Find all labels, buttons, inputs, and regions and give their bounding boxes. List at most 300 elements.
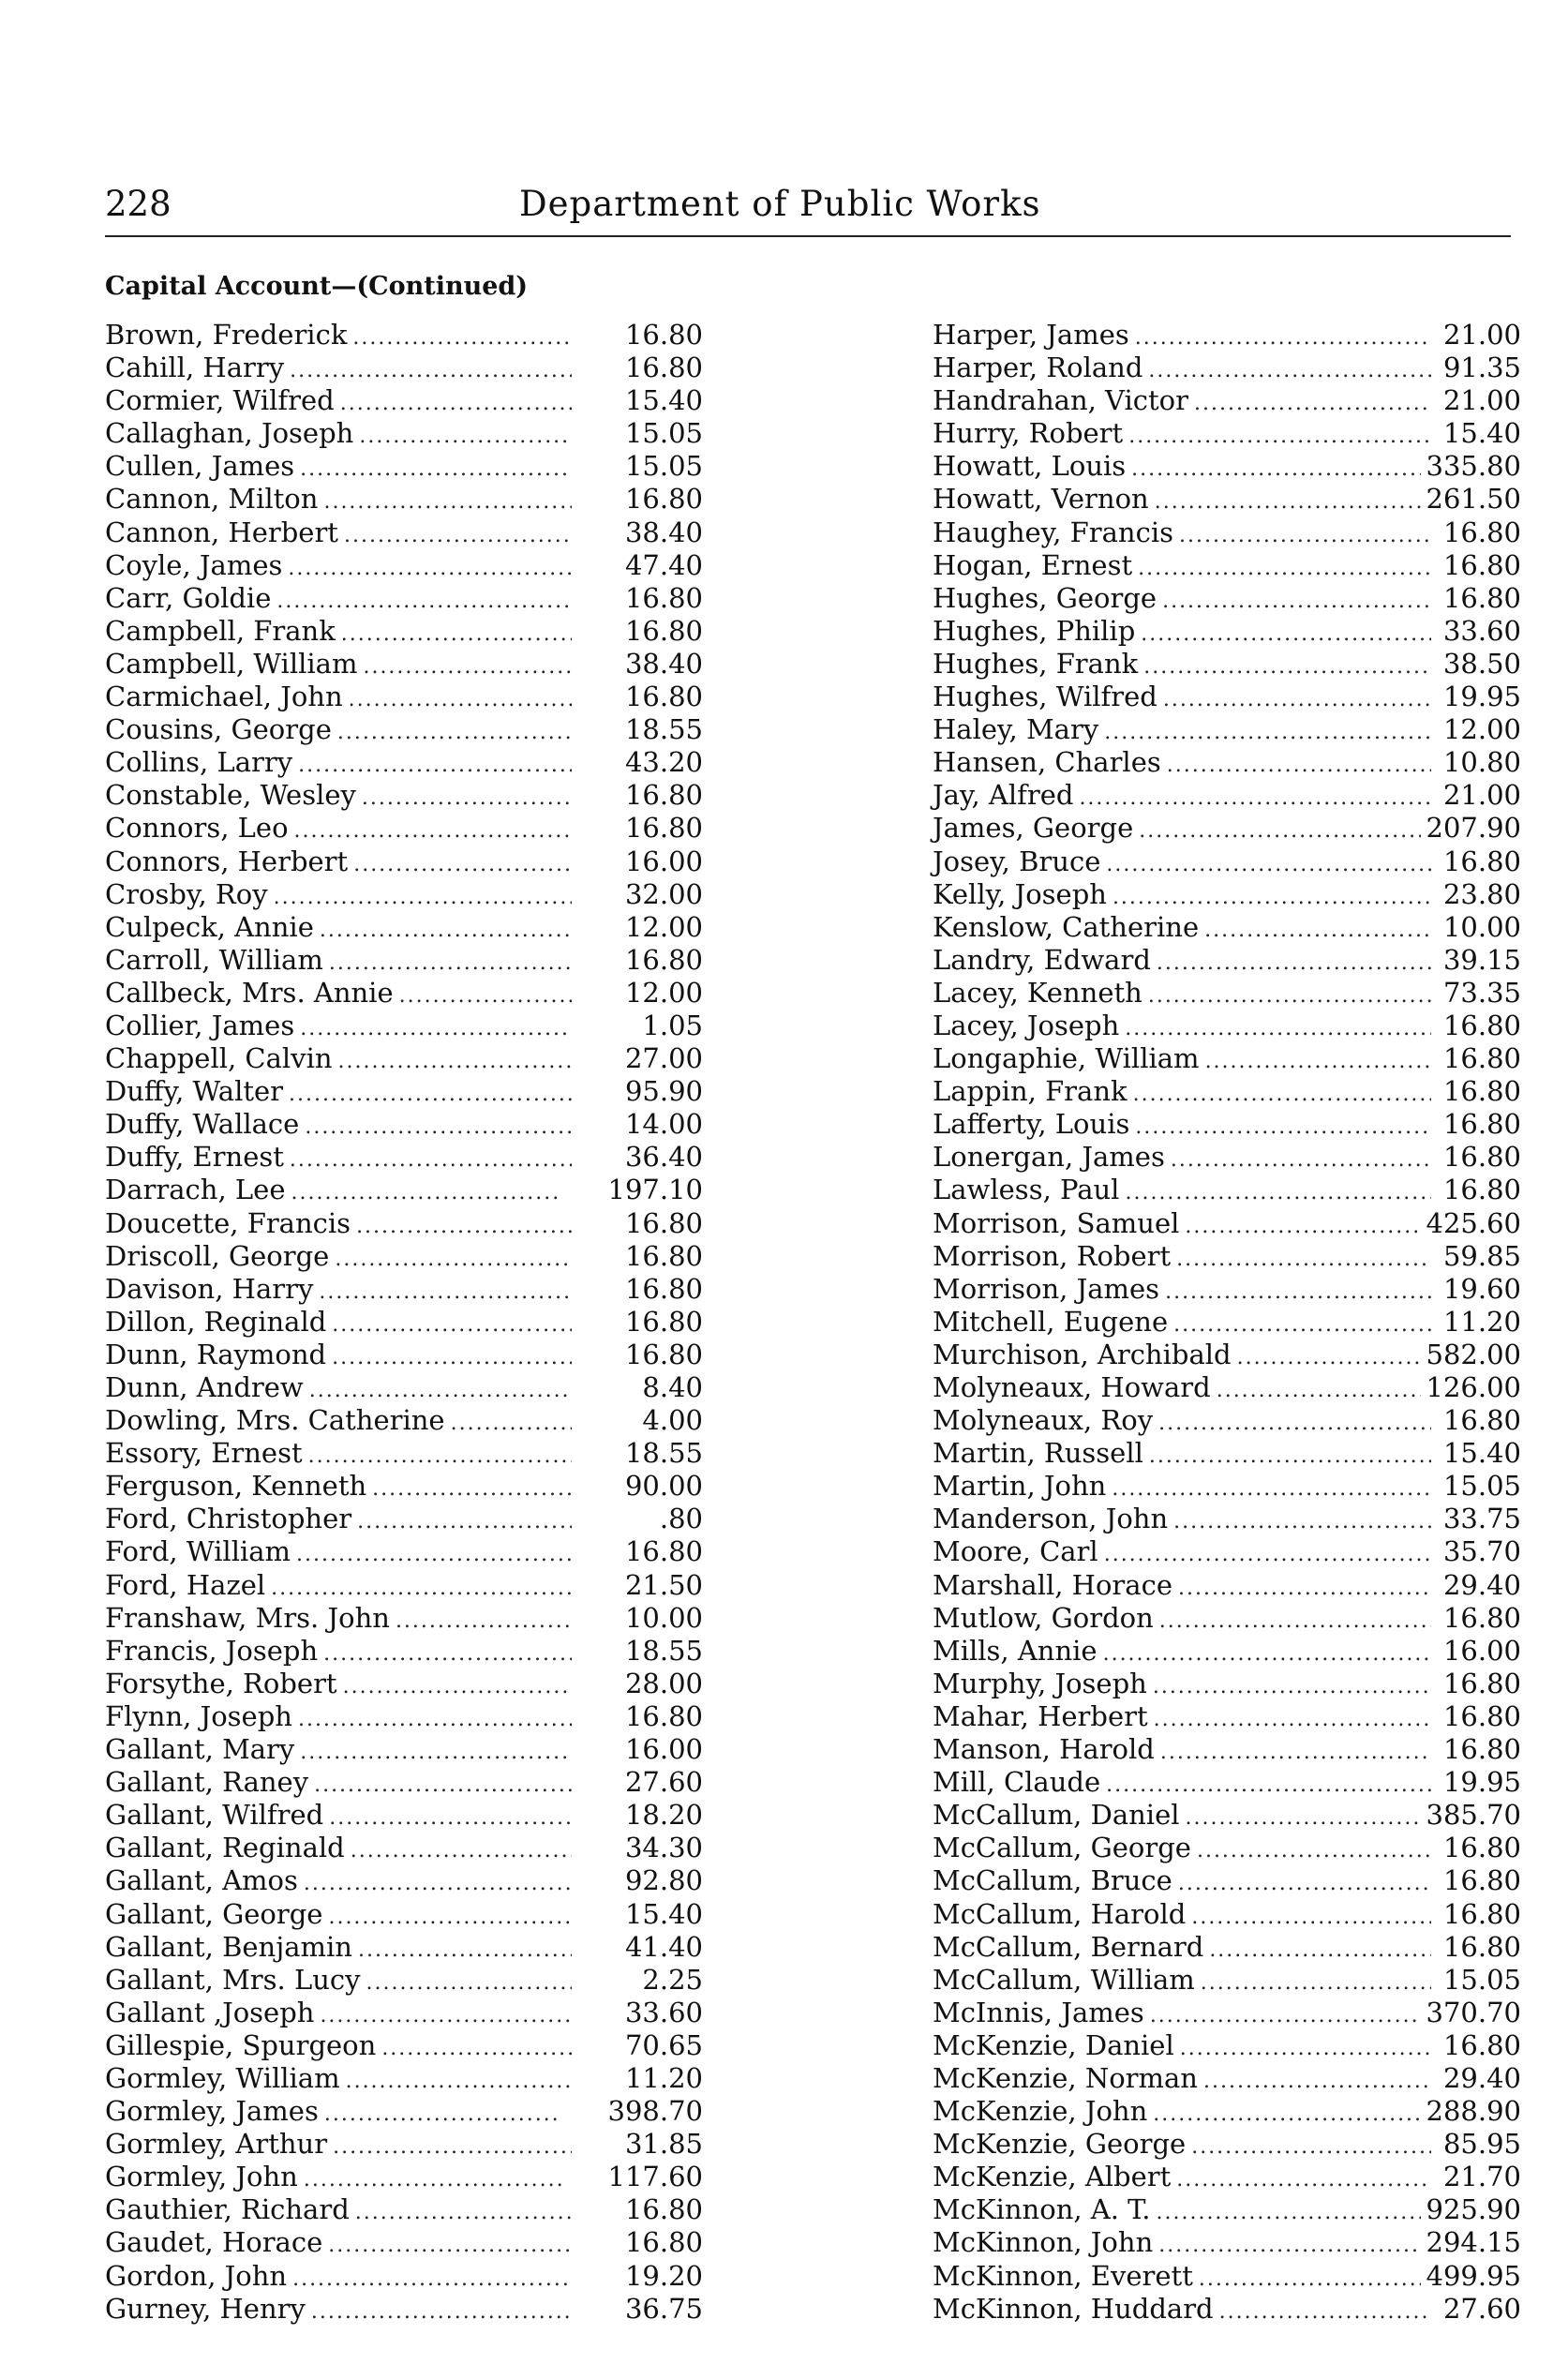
list-item <box>933 1602 1521 1635</box>
entry-name: Lawless, Paul <box>933 1174 1120 1206</box>
dot-leader <box>1158 1407 1431 1440</box>
dot-leader <box>290 1144 572 1176</box>
entry-name: Duffy, Walter <box>105 1075 284 1108</box>
entry-amount: 16.80 <box>1442 1897 1521 1930</box>
dot-leader <box>363 651 572 683</box>
entry-amount: 16.80 <box>1442 1864 1521 1897</box>
entry-amount: 4.00 <box>642 1404 703 1437</box>
list-item <box>105 582 703 615</box>
entry-amount: 16.80 <box>624 483 703 516</box>
entry-amount: 59.85 <box>1442 1239 1521 1272</box>
list-item <box>933 1569 1521 1602</box>
list-item <box>933 483 1521 516</box>
dot-leader <box>1167 749 1431 782</box>
section-heading: Capital Account—(Continued) <box>105 272 529 301</box>
entry-amount: 16.80 <box>1442 1174 1521 1206</box>
entry-amount: 16.80 <box>1442 1141 1521 1174</box>
entry-name: Ford, William <box>105 1535 291 1568</box>
list-item <box>105 1240 703 1273</box>
dot-leader <box>288 552 572 585</box>
dot-leader <box>349 683 572 716</box>
list-item <box>105 779 703 812</box>
dot-leader <box>1112 1473 1431 1505</box>
entry-name: Collins, Larry <box>105 746 293 779</box>
entry-name: Marshall, Horace <box>933 1568 1172 1601</box>
entry-name: Handrahan, Victor <box>933 384 1188 417</box>
list-item <box>105 352 703 384</box>
dot-leader <box>1104 716 1431 749</box>
list-item <box>933 450 1521 483</box>
dot-leader <box>328 2229 572 2262</box>
entry-name: Collier, James <box>105 1009 295 1041</box>
entry-amount: 16.80 <box>624 614 703 647</box>
entry-amount: 21.50 <box>624 1568 703 1601</box>
list-item <box>105 384 703 417</box>
list-item <box>105 483 703 516</box>
list-item <box>933 2095 1521 2128</box>
entry-amount: 12.00 <box>624 976 703 1009</box>
entry-name: McKenzie, George <box>933 2128 1187 2161</box>
entry-name: Harper, James <box>933 319 1129 351</box>
entry-amount: 10.00 <box>1442 910 1521 943</box>
entry-name: Campbell, Frank <box>105 614 336 647</box>
entry-name: Gallant, Reginald <box>105 1832 345 1864</box>
list-item <box>105 1733 703 1766</box>
entry-amount: 73.35 <box>1442 976 1521 1009</box>
entry-name: McKinnon, Huddard <box>933 2292 1214 2325</box>
list-item <box>105 648 703 681</box>
dot-leader <box>1194 387 1431 420</box>
entry-amount: 16.80 <box>624 2226 703 2259</box>
entry-amount: 398.70 <box>607 2095 703 2128</box>
entry-amount: 19.95 <box>1442 681 1521 713</box>
list-item <box>105 1273 703 1306</box>
entry-name: Gormley, Arthur <box>105 2128 328 2161</box>
entry-name: Carmichael, John <box>105 681 343 713</box>
list-item <box>933 1042 1521 1075</box>
entry-amount: 38.50 <box>1442 647 1521 680</box>
entry-amount: 16.80 <box>624 581 703 614</box>
dot-leader <box>300 1736 572 1769</box>
dot-leader <box>346 2065 572 2098</box>
list-item <box>105 681 703 713</box>
entry-name: Moore, Carl <box>933 1535 1098 1568</box>
dot-leader <box>274 881 572 914</box>
list-item <box>933 746 1521 779</box>
entry-name: Lonergan, James <box>933 1141 1165 1174</box>
list-item <box>933 2226 1521 2259</box>
dot-leader <box>1173 1309 1431 1341</box>
entry-amount: 34.30 <box>624 1832 703 1864</box>
entry-amount: 32.00 <box>624 877 703 910</box>
entry-name: Davison, Harry <box>105 1272 314 1305</box>
page-title: Department of Public Works <box>519 184 1041 224</box>
list-item <box>105 845 703 878</box>
entry-amount: 16.00 <box>624 1733 703 1766</box>
entry-amount: 16.80 <box>1442 845 1521 877</box>
dot-leader <box>351 1834 572 1867</box>
list-item <box>105 2226 703 2259</box>
entry-amount: 92.80 <box>624 1864 703 1897</box>
entry-name: Hughes, Frank <box>933 647 1139 680</box>
list-item <box>933 1339 1521 1371</box>
dot-leader <box>1159 1605 1431 1638</box>
list-item <box>933 1864 1521 1897</box>
list-item <box>933 319 1521 352</box>
entry-amount: 16.80 <box>1442 548 1521 581</box>
dot-leader <box>323 1638 572 1670</box>
list-item <box>933 1240 1521 1273</box>
header-rule <box>105 235 1511 237</box>
entry-name: Coyle, James <box>105 548 283 581</box>
dot-leader <box>1178 1867 1431 1900</box>
entry-amount: 15.40 <box>624 1897 703 1930</box>
dot-leader <box>451 1407 572 1440</box>
entry-name: Ferguson, Kenneth <box>105 1470 367 1503</box>
entry-amount: 29.40 <box>1442 1568 1521 1601</box>
list-item <box>105 1207 703 1240</box>
entry-name: Gallant, Wilfred <box>105 1799 324 1832</box>
entry-name: Mills, Annie <box>933 1634 1098 1667</box>
entry-name: Darrach, Lee <box>105 1174 286 1206</box>
entry-name: Ford, Hazel <box>105 1568 266 1601</box>
dot-leader <box>1113 881 1431 914</box>
list-item <box>105 1108 703 1141</box>
dot-leader <box>353 848 572 881</box>
right-column <box>933 319 1521 2326</box>
entry-name: Hurry, Robert <box>933 417 1124 450</box>
entry-amount: 16.80 <box>1442 1832 1521 1864</box>
entry-name: Hughes, George <box>933 581 1157 614</box>
entry-name: Chappell, Calvin <box>105 1042 333 1075</box>
entry-name: Josey, Bruce <box>933 845 1101 877</box>
entry-name: Gormley, James <box>105 2095 319 2128</box>
list-item <box>105 1437 703 1470</box>
entry-name: Connors, Herbert <box>105 845 349 877</box>
dot-leader <box>343 1670 572 1703</box>
list-item <box>933 1075 1521 1108</box>
entry-name: Morrison, Robert <box>933 1239 1172 1272</box>
entry-amount: 19.20 <box>624 2259 703 2292</box>
entry-amount: 14.00 <box>624 1108 703 1141</box>
list-item <box>933 1503 1521 1535</box>
dot-leader <box>1104 1538 1431 1571</box>
list-item <box>105 319 703 352</box>
entry-name: Manderson, John <box>933 1503 1169 1535</box>
entry-amount: 15.40 <box>1442 417 1521 450</box>
list-item <box>105 1964 703 1997</box>
entry-amount: .80 <box>659 1503 703 1535</box>
list-item <box>933 2293 1521 2326</box>
dot-leader <box>1153 2098 1420 2131</box>
dot-leader <box>344 519 572 552</box>
list-item <box>105 1503 703 1535</box>
entry-name: Gaudet, Horace <box>105 2226 323 2259</box>
entry-amount: 294.15 <box>1426 2226 1521 2259</box>
list-item <box>105 1075 703 1108</box>
entry-amount: 12.00 <box>624 910 703 943</box>
entry-name: Mitchell, Eugene <box>933 1305 1169 1338</box>
entry-amount: 16.80 <box>624 1699 703 1732</box>
entry-amount: 27.60 <box>624 1766 703 1799</box>
list-item <box>105 911 703 944</box>
list-item <box>105 1404 703 1437</box>
entry-name: McKenzie, Albert <box>933 2161 1172 2193</box>
list-item <box>105 1898 703 1931</box>
dot-leader <box>1149 1440 1431 1473</box>
entry-name: McCallum, Bruce <box>933 1864 1172 1897</box>
list-item <box>933 681 1521 713</box>
list-item <box>933 384 1521 417</box>
entry-name: McKinnon, A. T. <box>933 2193 1151 2226</box>
list-item <box>105 1141 703 1174</box>
entry-amount: 18.55 <box>624 1634 703 1667</box>
list-item <box>933 1404 1521 1437</box>
dot-leader <box>399 980 572 1012</box>
list-item <box>105 1997 703 2029</box>
dot-leader <box>355 2196 572 2229</box>
entry-name: Campbell, William <box>105 647 358 680</box>
entry-amount: 31.85 <box>624 2128 703 2161</box>
dot-leader <box>1150 1999 1421 2032</box>
entry-amount: 47.40 <box>624 548 703 581</box>
dot-leader <box>1139 815 1420 847</box>
entry-name: Essory, Ernest <box>105 1437 303 1470</box>
entry-name: Lacey, Kenneth <box>933 976 1142 1009</box>
entry-name: Gauthier, Richard <box>105 2193 350 2226</box>
entry-name: Murchison, Archibald <box>933 1338 1232 1370</box>
entry-amount: 16.80 <box>624 1338 703 1370</box>
list-item <box>933 648 1521 681</box>
entry-amount: 10.00 <box>624 1601 703 1634</box>
entry-name: Jay, Alfred <box>933 779 1074 812</box>
entry-name: McCallum, George <box>933 1832 1191 1864</box>
entry-name: Gallant ,Joseph <box>105 1996 315 2028</box>
entry-amount: 16.80 <box>1442 2028 1521 2061</box>
entry-name: Landry, Edward <box>933 943 1151 976</box>
dot-leader <box>337 716 572 749</box>
entry-name: Murphy, Joseph <box>933 1667 1147 1699</box>
dot-leader <box>294 815 572 847</box>
dot-leader <box>324 2098 561 2131</box>
list-item <box>933 1141 1521 1174</box>
entry-name: McCallum, Harold <box>933 1897 1187 1930</box>
dot-leader <box>276 585 572 618</box>
entry-name: Gurney, Henry <box>105 2292 306 2325</box>
dot-leader <box>1143 651 1431 683</box>
list-item <box>105 1371 703 1404</box>
entry-name: Forsythe, Robert <box>105 1667 337 1699</box>
entry-name: Duffy, Ernest <box>105 1141 284 1174</box>
dot-leader <box>1128 420 1431 453</box>
entry-amount: 43.20 <box>624 746 703 779</box>
dot-leader <box>1171 1144 1431 1176</box>
dot-leader <box>304 1867 572 1900</box>
list-item <box>933 2029 1521 2062</box>
list-item <box>933 911 1521 944</box>
entry-name: Dillon, Reginald <box>105 1305 327 1338</box>
dot-leader <box>359 420 572 453</box>
list-item <box>105 2161 703 2193</box>
entry-name: Harper, Roland <box>933 352 1143 384</box>
entry-name: Mutlow, Gordon <box>933 1601 1154 1634</box>
entry-amount: 21.00 <box>1442 779 1521 812</box>
dot-leader <box>305 1111 572 1144</box>
dot-leader <box>271 1572 572 1605</box>
list-item <box>933 352 1521 384</box>
entry-name: Cahill, Harry <box>105 352 285 384</box>
entry-amount: 11.20 <box>624 2061 703 2094</box>
entry-name: Gallant, Mary <box>105 1733 295 1766</box>
entry-name: McKinnon, Everett <box>933 2259 1193 2292</box>
entry-amount: 33.60 <box>624 1996 703 2028</box>
list-item <box>105 2029 703 2062</box>
list-item <box>105 549 703 582</box>
list-item <box>933 2161 1521 2193</box>
entry-name: McCallum, William <box>933 1963 1195 1996</box>
entry-name: Ford, Christopher <box>105 1503 352 1535</box>
entry-name: Francis, Joseph <box>105 1634 319 1667</box>
list-item <box>105 1832 703 1864</box>
dot-leader <box>372 1473 572 1505</box>
entry-name: McKenzie, Norman <box>933 2061 1198 2094</box>
list-item <box>933 1898 1521 1931</box>
dot-leader <box>298 749 572 782</box>
dot-leader <box>1131 453 1420 486</box>
list-item <box>105 450 703 483</box>
entry-amount: 35.70 <box>1442 1535 1521 1568</box>
dot-leader <box>381 2032 572 2065</box>
dot-leader <box>1205 1045 1431 1078</box>
entry-amount: 10.80 <box>1442 746 1521 779</box>
entry-name: Constable, Wesley <box>105 779 356 812</box>
entry-name: Haley, Mary <box>933 713 1099 746</box>
entry-amount: 12.00 <box>1442 713 1521 746</box>
entry-name: Doucette, Francis <box>105 1206 351 1239</box>
entry-amount: 29.40 <box>1442 2061 1521 2094</box>
entry-amount: 39.15 <box>1442 943 1521 976</box>
entry-name: Dowling, Mrs. Catherine <box>105 1404 445 1437</box>
dot-leader <box>1154 1703 1431 1736</box>
dot-leader <box>328 1901 572 1934</box>
dot-leader <box>319 1276 572 1309</box>
dot-leader <box>1158 2229 1420 2262</box>
dot-leader <box>1079 782 1431 815</box>
list-item <box>933 1733 1521 1766</box>
dot-leader <box>291 1176 561 1209</box>
entry-name: Driscoll, George <box>105 1239 330 1272</box>
entry-name: Gordon, John <box>105 2259 288 2292</box>
entry-name: Callaghan, Joseph <box>105 417 354 450</box>
list-item <box>933 878 1521 911</box>
dot-leader <box>1185 1210 1420 1243</box>
dot-leader <box>352 322 572 354</box>
entry-name: Martin, Russell <box>933 1437 1143 1470</box>
dot-leader <box>1219 2296 1431 2328</box>
list-item <box>933 1207 1521 1240</box>
entry-name: Gallant, Benjamin <box>105 1930 352 1963</box>
dot-leader <box>1103 1638 1431 1670</box>
entry-amount: 499.95 <box>1426 2259 1521 2292</box>
entry-amount: 21.70 <box>1442 2161 1521 2193</box>
entry-amount: 197.10 <box>607 1174 703 1206</box>
entry-name: Cannon, Herbert <box>105 516 338 548</box>
list-item <box>933 1931 1521 1964</box>
page-number: 228 <box>105 184 172 224</box>
entry-name: Dunn, Andrew <box>105 1371 304 1403</box>
list-item <box>105 977 703 1010</box>
entry-name: Longaphie, William <box>933 1042 1200 1075</box>
dot-leader <box>356 1210 572 1243</box>
dot-leader <box>329 947 572 980</box>
list-item <box>105 1042 703 1075</box>
list-item <box>933 1371 1521 1404</box>
dot-leader <box>1141 618 1431 651</box>
list-item <box>105 746 703 779</box>
entry-amount: 16.80 <box>1442 516 1521 548</box>
list-item <box>933 1832 1521 1864</box>
entry-amount: 41.40 <box>624 1930 703 1963</box>
entry-amount: 36.75 <box>624 2292 703 2325</box>
entry-amount: 16.80 <box>624 779 703 812</box>
list-item <box>105 2193 703 2226</box>
entry-name: Howatt, Vernon <box>933 483 1149 516</box>
entry-amount: 33.75 <box>1442 1503 1521 1535</box>
entry-amount: 15.40 <box>624 384 703 417</box>
entry-name: McKenzie, Daniel <box>933 2028 1174 2061</box>
list-item <box>105 1799 703 1832</box>
dot-leader <box>335 1243 572 1276</box>
dot-leader <box>1157 947 1431 980</box>
list-item <box>105 1569 703 1602</box>
entry-amount: 16.80 <box>1442 1667 1521 1699</box>
dot-leader <box>323 486 572 518</box>
entry-name: Gallant, Raney <box>105 1766 309 1799</box>
entry-amount: 21.00 <box>1442 319 1521 351</box>
page-header <box>105 184 1511 231</box>
entry-name: Hansen, Charles <box>933 746 1161 779</box>
list-item <box>105 878 703 911</box>
list-item <box>105 2293 703 2326</box>
entry-name: Culpeck, Annie <box>105 910 314 943</box>
dot-leader <box>292 2263 572 2296</box>
entry-name: Haughey, Francis <box>933 516 1173 548</box>
entry-amount: 16.80 <box>624 1206 703 1239</box>
entry-amount: 16.80 <box>1442 1404 1521 1437</box>
entry-amount: 16.80 <box>624 1239 703 1272</box>
entry-amount: 16.80 <box>624 1535 703 1568</box>
dot-leader <box>341 618 572 651</box>
list-item <box>933 1535 1521 1568</box>
list-item <box>933 417 1521 450</box>
dot-leader <box>1203 2065 1431 2098</box>
dot-leader <box>1148 980 1431 1012</box>
entry-amount: 16.00 <box>624 845 703 877</box>
dot-leader <box>1217 1374 1421 1407</box>
entry-name: Gallant, Amos <box>105 1864 298 1897</box>
entry-amount: 36.40 <box>624 1141 703 1174</box>
list-item <box>933 1668 1521 1700</box>
list-item <box>105 1766 703 1799</box>
entry-amount: 11.20 <box>1442 1305 1521 1338</box>
entry-amount: 16.80 <box>1442 1733 1521 1766</box>
dot-leader <box>1204 914 1431 947</box>
list-item <box>105 1931 703 1964</box>
dot-leader <box>311 2296 572 2328</box>
list-item <box>933 2260 1521 2293</box>
entry-amount: 16.80 <box>1442 581 1521 614</box>
entry-amount: 33.60 <box>1442 614 1521 647</box>
